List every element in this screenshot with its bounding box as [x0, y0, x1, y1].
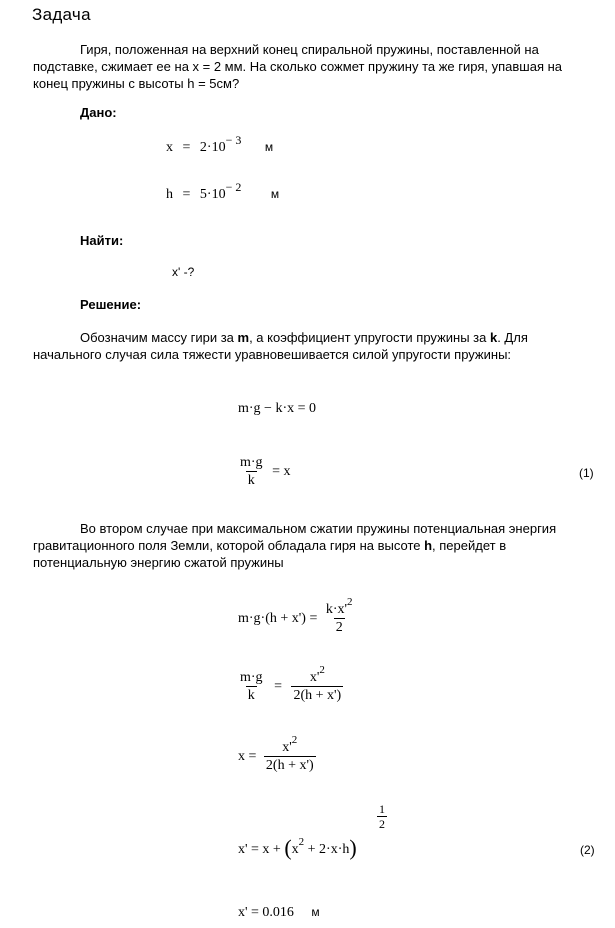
given-h-mantissa: 5·10 — [199, 187, 226, 202]
equation-label-2: (2) — [580, 843, 595, 857]
equation-x-fraction — [264, 734, 316, 774]
problem-line-2: подставке, сжимает ее на x = 2 мм. На сколько сожмет пружину та же гиря, упавшая на — [33, 59, 563, 74]
solution-paragraph-1-line-1 — [80, 329, 528, 346]
given-x-equals: = — [182, 140, 191, 155]
result — [238, 905, 320, 921]
given-h-equals: = — [182, 187, 191, 202]
given-x-lhs: x — [166, 140, 173, 155]
equation-ratio-rhs: = x — [272, 464, 291, 480]
equation-x-lhs: x = — [238, 749, 257, 765]
equation-substitution-right-fraction — [291, 664, 343, 704]
equation-x-denominator: 2(h + x') — [265, 758, 314, 773]
equation-ratio-denominator: k — [247, 473, 255, 488]
solution-p1-text-a: Обозначим массу гири за — [80, 330, 238, 345]
equation-solution-inner-x: x — [291, 842, 299, 857]
equation-substitution-rnum-exponent: 2 — [319, 664, 325, 676]
equation-energy-num-text: k·x' — [325, 602, 348, 617]
given-h-lhs: h — [166, 187, 173, 202]
given-heading: Дано: — [80, 105, 117, 120]
equation-balance: m·g − k·x = 0 — [238, 401, 317, 416]
result-value: x' = 0.016 — [238, 905, 294, 920]
equation-energy-numerator — [324, 596, 355, 618]
equation-energy-num-exponent: 2 — [347, 596, 353, 608]
equation-solution-power-fraction — [377, 802, 387, 831]
problem-line-3: конец пружины с высоты h = 5см? — [33, 76, 240, 91]
solution-paragraph-1-line-2: начального случая сила тяжести уравновешивается силой упругости пружины: — [33, 347, 512, 362]
equation-ratio — [238, 455, 290, 489]
equation-energy-fraction — [324, 596, 355, 636]
solution-p1-m: m — [237, 330, 250, 345]
solution-paragraph-2-line-2 — [33, 537, 506, 554]
equation-substitution-left-denominator: k — [247, 688, 255, 703]
equation-energy — [238, 596, 355, 636]
equation-solution-power-denominator: 2 — [379, 817, 385, 831]
solution-p1-text-b: , а коэффициент упругости пружины за — [249, 330, 490, 345]
equation-solution-power — [377, 802, 387, 831]
given-h-formula — [166, 180, 280, 203]
equation-substitution-left-numerator: m·g — [240, 670, 263, 685]
problem-line-1: Гиря, положенная на верхний конец спиральной пружины, поставленной на — [80, 42, 539, 57]
given-x-formula — [166, 133, 274, 156]
equation-solution-inner-rest: + 2·x·h — [304, 842, 350, 857]
solution-heading: Решение: — [80, 297, 142, 312]
solution-p2-text-b: , перейдет в — [432, 538, 507, 553]
equation-solution-lhs: x' = x + — [238, 842, 281, 857]
given-h-unit: м — [270, 187, 280, 201]
result-unit: м — [311, 905, 320, 919]
given-x-mantissa: 2·10 — [199, 140, 226, 155]
equation-x-num-exponent: 2 — [291, 734, 298, 746]
equation-x-num-text: x' — [282, 740, 292, 755]
equation-energy-denominator: 2 — [335, 620, 343, 635]
page-title: Задача — [32, 5, 91, 24]
equation-ratio-numerator: m·g — [240, 455, 263, 470]
equation-substitution-right-numerator — [308, 664, 327, 686]
solution-paragraph-2-line-1: Во втором случае при максимальном сжатии пружины потенциальная энергия — [80, 521, 557, 536]
equation-substitution — [238, 664, 343, 704]
solution-p2-text-a: гравитационного поля Земли, которой обладала гиря на высоте — [33, 538, 425, 553]
equation-solution-open-paren: ( — [284, 835, 292, 860]
solution-p1-text-c: . Для — [497, 330, 528, 345]
find-item: x' -? — [172, 265, 195, 279]
find-heading: Найти: — [80, 233, 124, 248]
equation-solution — [238, 833, 357, 859]
solution-p2-h: h — [424, 538, 433, 553]
equation-x-numerator — [280, 734, 299, 756]
equation-substitution-left-fraction — [238, 670, 265, 704]
given-h-exponent: − 2 — [225, 180, 242, 194]
equation-label-1: (1) — [579, 466, 594, 480]
equation-substitution-rnum-text: x' — [309, 670, 320, 685]
solution-p1-k: k — [489, 330, 498, 345]
equation-energy-lhs: m·g·(h + x') = — [238, 611, 318, 627]
solution-paragraph-2-line-3: потенциальную энергию сжатой пружины — [33, 555, 284, 570]
equation-solution-power-numerator: 1 — [379, 802, 385, 816]
equation-substitution-right-denominator: 2(h + x') — [293, 688, 342, 703]
equation-solution-close-paren: ) — [349, 835, 357, 860]
given-x-exponent: − 3 — [225, 133, 242, 147]
given-x-unit: м — [264, 140, 274, 154]
equation-substitution-equals: = — [274, 679, 282, 695]
equation-x-expression — [238, 734, 316, 774]
equation-ratio-fraction — [238, 455, 265, 489]
equation-solution-inner-exponent: 2 — [298, 836, 305, 848]
